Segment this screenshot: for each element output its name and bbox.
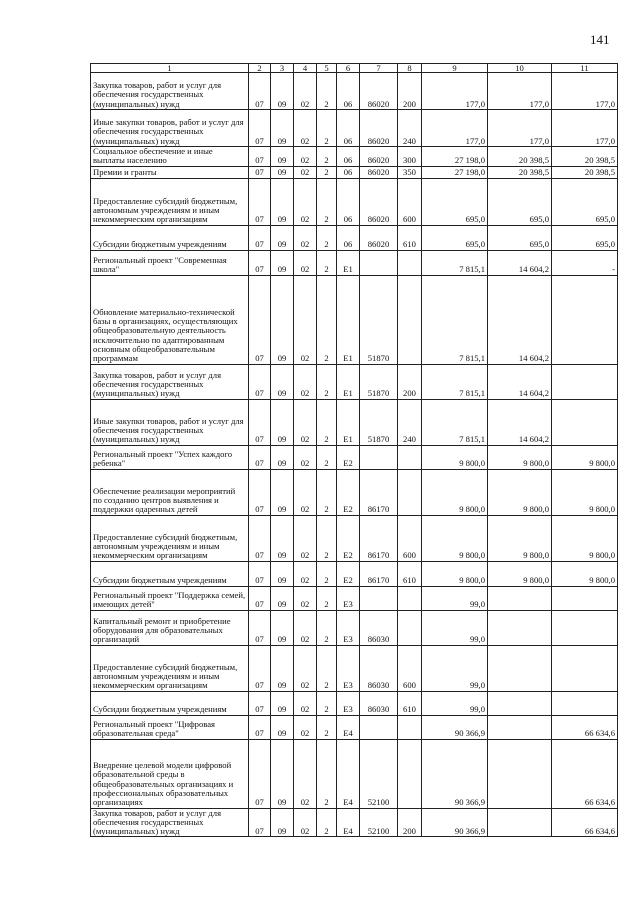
amount-2-cell [488, 610, 552, 645]
subprogram-cell: 2 [317, 147, 337, 167]
event-cell: E1 [337, 364, 360, 399]
amount-2-cell [488, 739, 552, 808]
subprogram-cell: 2 [317, 225, 337, 250]
row-name: Иные закупки товаров, работ и услуг для обеспечения государственных (муниципальных) нужд [91, 399, 249, 445]
subsection-cell: 09 [271, 275, 294, 364]
expense-type-cell [398, 250, 422, 275]
expense-type-cell [398, 469, 422, 515]
event-cell: 06 [337, 73, 360, 110]
expense-type-cell: 610 [398, 561, 422, 586]
direction-cell: 51870 [360, 364, 398, 399]
amount-1-cell: 7 815,1 [422, 399, 488, 445]
amount-1-cell: 90 366,9 [422, 739, 488, 808]
event-cell: E3 [337, 691, 360, 715]
amount-1-cell: 9 800,0 [422, 445, 488, 469]
expense-type-cell: 600 [398, 178, 422, 225]
row-name: Предоставление субсидий бюджетным, автономным учреждениям и иным некоммерческим организациям [91, 515, 249, 561]
program-cell: 02 [294, 364, 317, 399]
table-row [91, 166, 618, 178]
ch-cell: 07 [249, 110, 271, 147]
subsection-cell: 09 [271, 586, 294, 610]
event-cell: E1 [337, 275, 360, 364]
row-name: Субсидии бюджетным учреждениям [91, 691, 249, 715]
column-header: 11 [552, 64, 618, 73]
amount-3-cell: 177,0 [552, 73, 618, 110]
amount-1-cell: 177,0 [422, 110, 488, 147]
ch-cell: 07 [249, 645, 271, 691]
program-cell: 02 [294, 445, 317, 469]
table-row [91, 225, 618, 250]
subsection-cell: 09 [271, 561, 294, 586]
ch-cell: 07 [249, 445, 271, 469]
event-cell: E2 [337, 515, 360, 561]
amount-2-cell: 177,0 [488, 110, 552, 147]
page-number: 141 [590, 32, 610, 47]
amount-2-cell: 695,0 [488, 225, 552, 250]
column-header: 6 [337, 64, 360, 73]
ch-cell: 07 [249, 561, 271, 586]
ch-cell: 07 [249, 715, 271, 739]
expense-type-cell: 350 [398, 166, 422, 178]
budget-table [90, 63, 618, 837]
column-header: 1 [91, 64, 249, 73]
row-name: Субсидии бюджетным учреждениям [91, 225, 249, 250]
amount-2-cell [488, 808, 552, 837]
amount-3-cell: 9 800,0 [552, 469, 618, 515]
amount-3-cell [552, 364, 618, 399]
amount-3-cell [552, 610, 618, 645]
column-header: 9 [422, 64, 488, 73]
direction-cell: 86020 [360, 166, 398, 178]
subprogram-cell: 2 [317, 691, 337, 715]
amount-3-cell: 66 634,6 [552, 808, 618, 837]
table-row [91, 110, 618, 147]
row-name: Закупка товаров, работ и услуг для обеспечения государственных (муниципальных) нужд [91, 364, 249, 399]
event-cell: 06 [337, 110, 360, 147]
subprogram-cell: 2 [317, 586, 337, 610]
subprogram-cell: 2 [317, 364, 337, 399]
amount-2-cell: 14 604,2 [488, 364, 552, 399]
direction-cell: 86030 [360, 610, 398, 645]
expense-type-cell: 610 [398, 691, 422, 715]
program-cell: 02 [294, 250, 317, 275]
amount-3-cell: 9 800,0 [552, 561, 618, 586]
subsection-cell: 09 [271, 364, 294, 399]
amount-3-cell: 9 800,0 [552, 515, 618, 561]
subprogram-cell: 2 [317, 808, 337, 837]
ch-cell: 07 [249, 147, 271, 167]
ch-cell: 07 [249, 166, 271, 178]
amount-1-cell: 9 800,0 [422, 469, 488, 515]
subprogram-cell: 2 [317, 739, 337, 808]
amount-3-cell: 177,0 [552, 110, 618, 147]
program-cell: 02 [294, 399, 317, 445]
program-cell: 02 [294, 808, 317, 837]
table-row [91, 515, 618, 561]
subprogram-cell: 2 [317, 445, 337, 469]
event-cell: E4 [337, 808, 360, 837]
direction-cell [360, 445, 398, 469]
subprogram-cell: 2 [317, 250, 337, 275]
program-cell: 02 [294, 515, 317, 561]
event-cell: 06 [337, 166, 360, 178]
amount-3-cell: - [552, 250, 618, 275]
table-row [91, 275, 618, 364]
amount-1-cell: 177,0 [422, 73, 488, 110]
table-row [91, 364, 618, 399]
expense-type-cell: 200 [398, 808, 422, 837]
amount-1-cell: 695,0 [422, 178, 488, 225]
table-row [91, 445, 618, 469]
amount-3-cell [552, 586, 618, 610]
amount-1-cell: 99,0 [422, 691, 488, 715]
column-header: 8 [398, 64, 422, 73]
expense-type-cell: 300 [398, 147, 422, 167]
program-cell: 02 [294, 147, 317, 167]
program-cell: 02 [294, 469, 317, 515]
event-cell: E2 [337, 561, 360, 586]
table-row [91, 808, 618, 837]
subprogram-cell: 2 [317, 73, 337, 110]
program-cell: 02 [294, 110, 317, 147]
row-name: Капитальный ремонт и приобретение оборудования для образовательных организаций [91, 610, 249, 645]
amount-2-cell: 695,0 [488, 178, 552, 225]
amount-3-cell: 695,0 [552, 178, 618, 225]
row-name: Обновление материально-технической базы в организациях, осуществляющих общеобразовательную деятельность исключительно по адаптированным основным общеобразовательным программам [91, 275, 249, 364]
row-name: Обеспечение реализации мероприятий по созданию центров выявления и поддержки одаренных детей [91, 469, 249, 515]
subprogram-cell: 2 [317, 715, 337, 739]
table-row [91, 586, 618, 610]
program-cell: 02 [294, 178, 317, 225]
subsection-cell: 09 [271, 73, 294, 110]
amount-3-cell: 66 634,6 [552, 739, 618, 808]
amount-1-cell: 695,0 [422, 225, 488, 250]
row-name: Региональный проект "Современная школа" [91, 250, 249, 275]
amount-1-cell: 27 198,0 [422, 147, 488, 167]
subsection-cell: 09 [271, 469, 294, 515]
table-row [91, 715, 618, 739]
subsection-cell: 09 [271, 715, 294, 739]
amount-2-cell: 9 800,0 [488, 445, 552, 469]
row-name: Региональный проект "Успех каждого ребенка" [91, 445, 249, 469]
amount-1-cell: 9 800,0 [422, 561, 488, 586]
amount-1-cell: 99,0 [422, 586, 488, 610]
table-row [91, 739, 618, 808]
ch-cell: 07 [249, 250, 271, 275]
subprogram-cell: 2 [317, 645, 337, 691]
amount-1-cell: 90 366,9 [422, 715, 488, 739]
subsection-cell: 09 [271, 645, 294, 691]
ch-cell: 07 [249, 399, 271, 445]
event-cell: 06 [337, 225, 360, 250]
expense-type-cell [398, 739, 422, 808]
amount-3-cell: 695,0 [552, 225, 618, 250]
event-cell: E2 [337, 445, 360, 469]
expense-type-cell: 240 [398, 399, 422, 445]
amount-3-cell: 66 634,6 [552, 715, 618, 739]
program-cell: 02 [294, 73, 317, 110]
event-cell: E3 [337, 645, 360, 691]
row-name: Внедрение целевой модели цифровой образовательной среды в общеобразовательных организациях и профессиональных образовательных организациях [91, 739, 249, 808]
program-cell: 02 [294, 610, 317, 645]
program-cell: 02 [294, 715, 317, 739]
amount-2-cell: 20 398,5 [488, 147, 552, 167]
event-cell: E2 [337, 469, 360, 515]
amount-2-cell [488, 691, 552, 715]
amount-3-cell [552, 275, 618, 364]
amount-1-cell: 99,0 [422, 645, 488, 691]
direction-cell: 86170 [360, 561, 398, 586]
table-row [91, 610, 618, 645]
table-row [91, 645, 618, 691]
subsection-cell: 09 [271, 166, 294, 178]
table-row [91, 469, 618, 515]
subsection-cell: 09 [271, 250, 294, 275]
event-cell: 06 [337, 147, 360, 167]
direction-cell: 86020 [360, 110, 398, 147]
subsection-cell: 09 [271, 110, 294, 147]
amount-2-cell: 14 604,2 [488, 250, 552, 275]
table-row [91, 73, 618, 110]
amount-3-cell [552, 399, 618, 445]
amount-2-cell: 14 604,2 [488, 275, 552, 364]
ch-cell: 07 [249, 275, 271, 364]
direction-cell [360, 250, 398, 275]
expense-type-cell [398, 715, 422, 739]
amount-3-cell: 9 800,0 [552, 445, 618, 469]
expense-type-cell: 240 [398, 110, 422, 147]
amount-3-cell [552, 691, 618, 715]
column-header: 7 [360, 64, 398, 73]
direction-cell: 86030 [360, 645, 398, 691]
table-row [91, 691, 618, 715]
subprogram-cell: 2 [317, 275, 337, 364]
row-name: Закупка товаров, работ и услуг для обеспечения государственных (муниципальных) нужд [91, 73, 249, 110]
subprogram-cell: 2 [317, 610, 337, 645]
expense-type-cell [398, 275, 422, 364]
amount-3-cell [552, 645, 618, 691]
direction-cell [360, 586, 398, 610]
program-cell: 02 [294, 739, 317, 808]
ch-cell: 07 [249, 469, 271, 515]
amount-2-cell: 14 604,2 [488, 399, 552, 445]
ch-cell: 07 [249, 73, 271, 110]
expense-type-cell: 200 [398, 73, 422, 110]
event-cell: E4 [337, 739, 360, 808]
table-body [91, 73, 618, 837]
subsection-cell: 09 [271, 739, 294, 808]
expense-type-cell: 610 [398, 225, 422, 250]
expense-type-cell: 600 [398, 515, 422, 561]
row-name: Региональный проект "Цифровая образовательная среда" [91, 715, 249, 739]
expense-type-cell [398, 445, 422, 469]
direction-cell: 86020 [360, 178, 398, 225]
program-cell: 02 [294, 561, 317, 586]
subsection-cell: 09 [271, 515, 294, 561]
row-name: Социальное обеспечение и иные выплаты населению [91, 147, 249, 167]
amount-1-cell: 7 815,1 [422, 364, 488, 399]
row-name: Региональный проект "Поддержка семей, имеющих детей" [91, 586, 249, 610]
ch-cell: 07 [249, 364, 271, 399]
amount-2-cell: 9 800,0 [488, 561, 552, 586]
table-row [91, 178, 618, 225]
amount-1-cell: 9 800,0 [422, 515, 488, 561]
program-cell: 02 [294, 225, 317, 250]
amount-1-cell: 27 198,0 [422, 166, 488, 178]
amount-2-cell: 177,0 [488, 73, 552, 110]
event-cell: E4 [337, 715, 360, 739]
direction-cell [360, 715, 398, 739]
amount-1-cell: 7 815,1 [422, 275, 488, 364]
ch-cell: 07 [249, 691, 271, 715]
expense-type-cell [398, 610, 422, 645]
ch-cell: 07 [249, 225, 271, 250]
program-cell: 02 [294, 275, 317, 364]
amount-2-cell [488, 645, 552, 691]
direction-cell: 51870 [360, 399, 398, 445]
expense-type-cell: 200 [398, 364, 422, 399]
subsection-cell: 09 [271, 808, 294, 837]
program-cell: 02 [294, 691, 317, 715]
direction-cell: 52100 [360, 739, 398, 808]
subsection-cell: 09 [271, 399, 294, 445]
direction-cell: 86020 [360, 147, 398, 167]
subsection-cell: 09 [271, 147, 294, 167]
program-cell: 02 [294, 166, 317, 178]
amount-2-cell: 9 800,0 [488, 515, 552, 561]
row-name: Предоставление субсидий бюджетным, автономным учреждениям и иным некоммерческим организациям [91, 645, 249, 691]
subprogram-cell: 2 [317, 399, 337, 445]
amount-3-cell: 20 398,5 [552, 147, 618, 167]
event-cell: E1 [337, 250, 360, 275]
subprogram-cell: 2 [317, 166, 337, 178]
subprogram-cell: 2 [317, 110, 337, 147]
ch-cell: 07 [249, 515, 271, 561]
subsection-cell: 09 [271, 178, 294, 225]
column-header: 5 [317, 64, 337, 73]
subsection-cell: 09 [271, 445, 294, 469]
amount-3-cell: 20 398,5 [552, 166, 618, 178]
expense-type-cell: 600 [398, 645, 422, 691]
ch-cell: 07 [249, 739, 271, 808]
event-cell: E3 [337, 586, 360, 610]
program-cell: 02 [294, 586, 317, 610]
column-header: 3 [271, 64, 294, 73]
amount-1-cell: 90 366,9 [422, 808, 488, 837]
event-cell: E1 [337, 399, 360, 445]
table-row [91, 399, 618, 445]
subsection-cell: 09 [271, 691, 294, 715]
row-name: Иные закупки товаров, работ и услуг для обеспечения государственных (муниципальных) нужд [91, 110, 249, 147]
row-name: Премии и гранты [91, 166, 249, 178]
event-cell: 06 [337, 178, 360, 225]
direction-cell: 86030 [360, 691, 398, 715]
table-row [91, 147, 618, 167]
row-name: Предоставление субсидий бюджетным, автономным учреждениям и иным некоммерческим организациям [91, 178, 249, 225]
direction-cell: 86170 [360, 515, 398, 561]
header-row [91, 64, 618, 73]
amount-1-cell: 7 815,1 [422, 250, 488, 275]
amount-2-cell [488, 586, 552, 610]
event-cell: E3 [337, 610, 360, 645]
direction-cell: 86170 [360, 469, 398, 515]
table-row [91, 561, 618, 586]
expense-type-cell [398, 586, 422, 610]
direction-cell: 52100 [360, 808, 398, 837]
amount-2-cell [488, 715, 552, 739]
ch-cell: 07 [249, 586, 271, 610]
amount-1-cell: 99,0 [422, 610, 488, 645]
amount-2-cell: 9 800,0 [488, 469, 552, 515]
column-header: 10 [488, 64, 552, 73]
row-name: Субсидии бюджетным учреждениям [91, 561, 249, 586]
subsection-cell: 09 [271, 225, 294, 250]
amount-2-cell: 20 398,5 [488, 166, 552, 178]
subprogram-cell: 2 [317, 515, 337, 561]
ch-cell: 07 [249, 178, 271, 225]
direction-cell: 86020 [360, 225, 398, 250]
subsection-cell: 09 [271, 610, 294, 645]
direction-cell: 86020 [360, 73, 398, 110]
ch-cell: 07 [249, 610, 271, 645]
column-header: 2 [249, 64, 271, 73]
direction-cell: 51870 [360, 275, 398, 364]
row-name: Закупка товаров, работ и услуг для обеспечения государственных (муниципальных) нужд [91, 808, 249, 837]
column-header: 4 [294, 64, 317, 73]
subprogram-cell: 2 [317, 469, 337, 515]
table-row [91, 250, 618, 275]
subprogram-cell: 2 [317, 178, 337, 225]
ch-cell: 07 [249, 808, 271, 837]
subprogram-cell: 2 [317, 561, 337, 586]
program-cell: 02 [294, 645, 317, 691]
